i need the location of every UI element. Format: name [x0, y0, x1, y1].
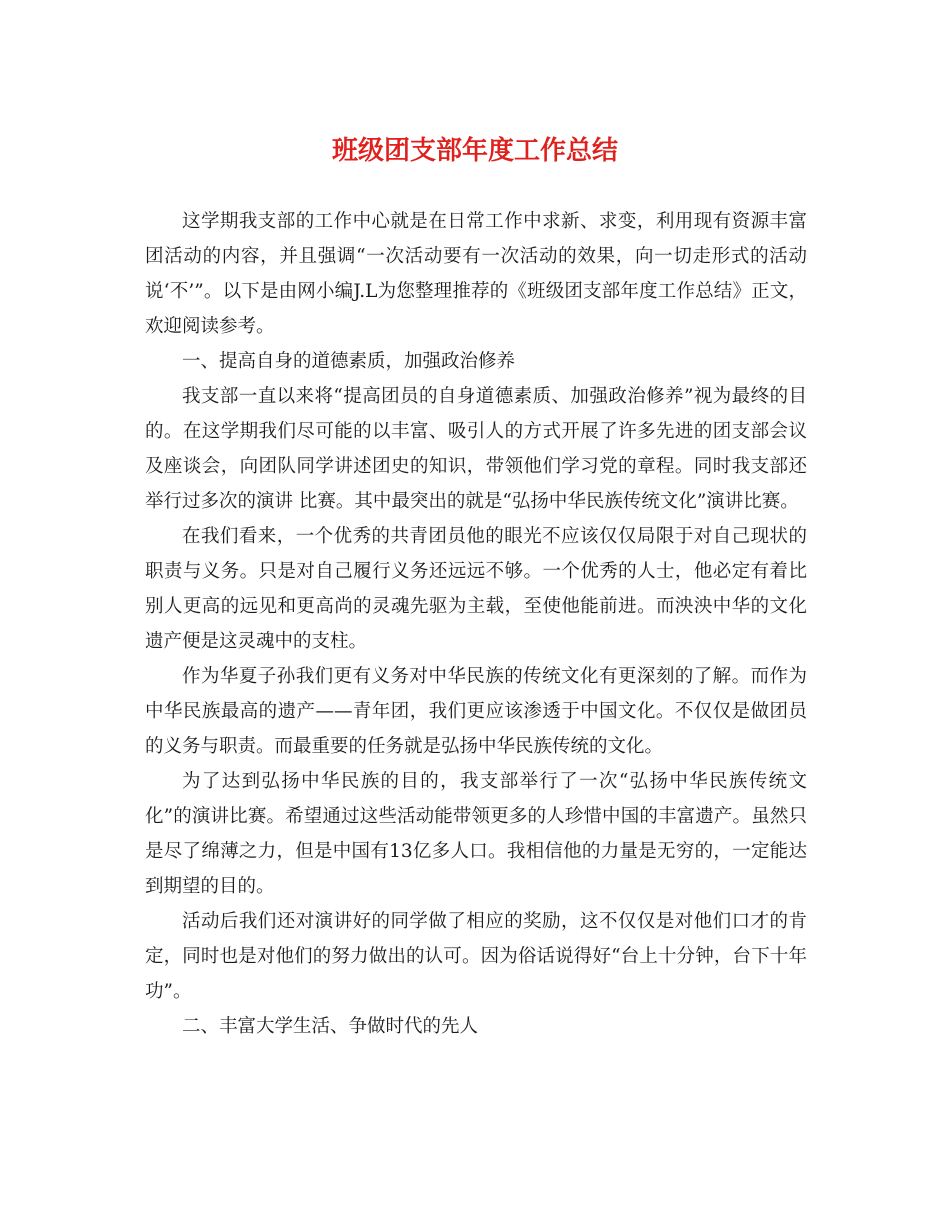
section-heading-1: 一、提高自身的道德素质，加强政治修养	[182, 351, 516, 372]
document-body	[145, 204, 807, 1044]
document-title: 班级团支部年度工作总结	[331, 136, 618, 166]
body-paragraph: 在我们看来，一个优秀的共青团员他的眼光不应该仅仅局限于对自己现状的职责与义务。只是对自己履行义务还远远不够。一个优秀的人士，他必定有着比别人更高的远见和更高尚的灵魂先驱为主载，至使他能前进。而泱泱中华的文化遗产便是这灵魂中的支柱。	[145, 526, 807, 652]
body-paragraph: 作为华夏子孙我们更有义务对中华民族的传统文化有更深刻的了解。而作为中华民族最高的遗产——青年团，我们更应该渗透于中国文化。不仅仅是做团员的义务与职责。而最重要的任务就是弘扬中华民族传统的文化。	[145, 666, 807, 757]
body-paragraph: 活动后我们还对演讲好的同学做了相应的奖励，这不仅仅是对他们口才的肯定，同时也是对他们的努力做出的认可。因为俗话说得好“台上十分钟，台下十年功”。	[145, 911, 807, 1002]
intro-paragraph: 这学期我支部的工作中心就是在日常工作中求新、求变，利用现有资源丰富团活动的内容，并且强调“一次活动要有一次活动的效果，向一切走形式的活动说‘不’”。以下是由网小编J.L为您整理推荐的《班级团支部年度工作总结》正文，欢迎阅读参考。	[145, 211, 807, 337]
body-paragraph: 我支部一直以来将“提高团员的自身道德素质、加强政治修养”视为最终的目的。在这学期我们尽可能的以丰富、吸引人的方式开展了许多先进的团支部会议及座谈会，向团队同学讲述团史的知识，带领他们学习党的章程。同时我支部还举行过多次的演讲 比赛。其中最突出的就是“弘扬中华民族传统文化”演讲比赛。	[145, 386, 807, 512]
body-paragraph: 为了达到弘扬中华民族的目的，我支部举行了一次“弘扬中华民族传统文化”的演讲比赛。希望通过这些活动能带领更多的人珍惜中国的丰富遗产。虽然只是尽了绵薄之力，但是中国有13亿多人口。我相信他的力量是无穷的，一定能达到期望的目的。	[145, 771, 807, 897]
section-heading-2: 二、丰富大学生活、争做时代的先人	[182, 1016, 479, 1037]
